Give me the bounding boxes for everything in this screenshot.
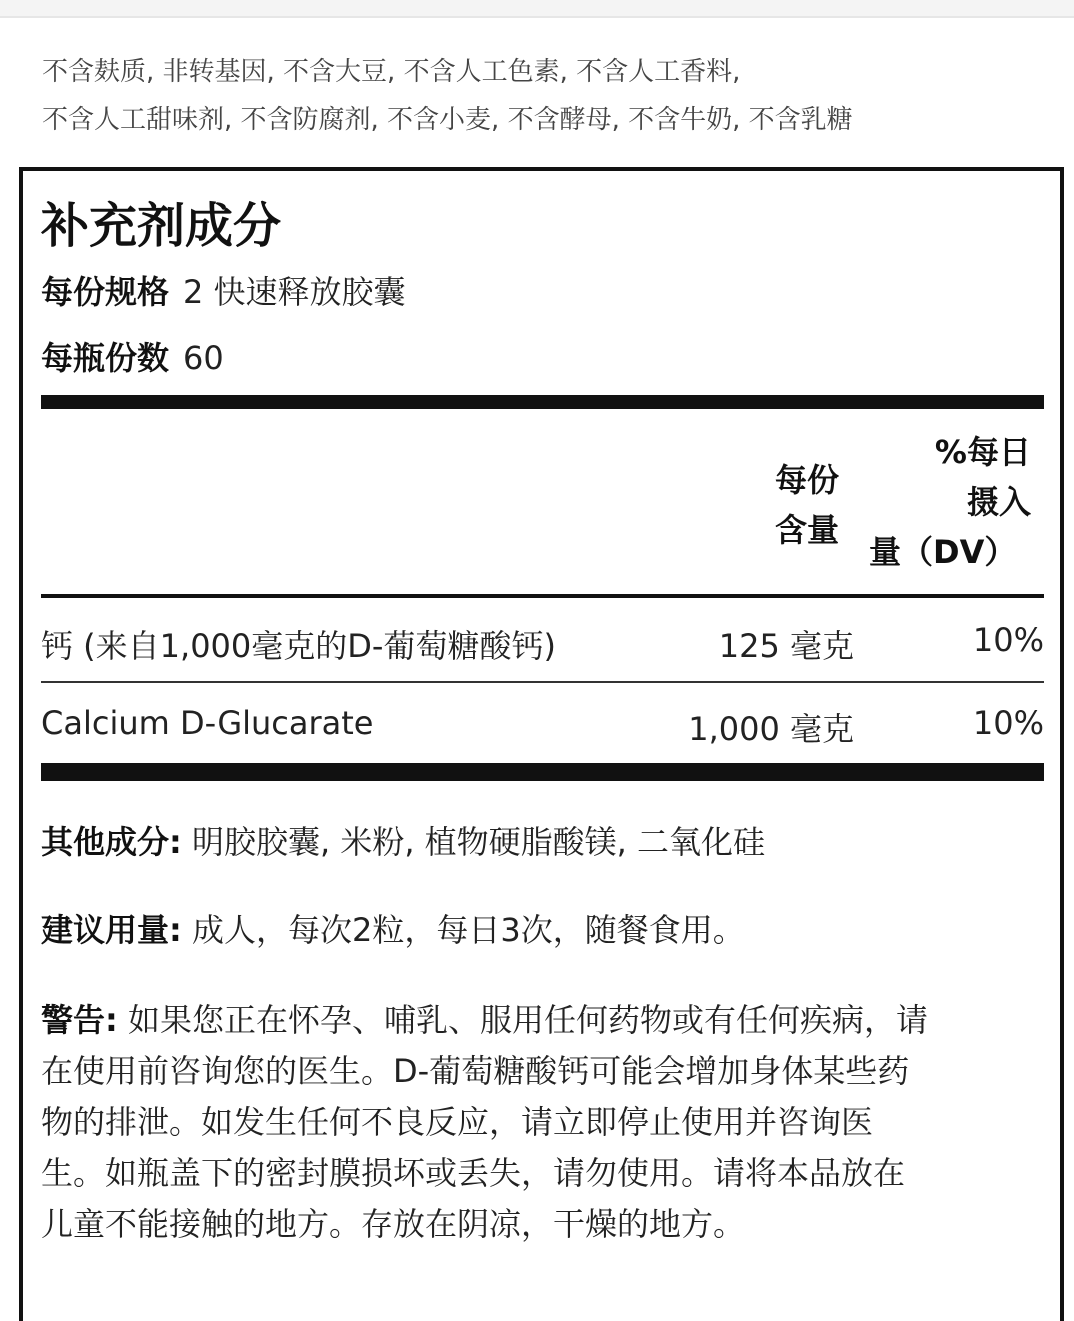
other-ingredients-text: 明胶胶囊, 米粉, 植物硬脂酸镁, 二氧化硅 — [181, 823, 766, 861]
warning-line-2: 在使用前咨询您的医生。D-葡萄糖酸钙可能会增加身体某些药 — [41, 1052, 910, 1090]
warning-line-4: 生。如瓶盖下的密封膜损坏或丢失，请勿使用。请将本品放在 — [41, 1154, 906, 1192]
other-ingredients — [41, 817, 1046, 863]
nutrient-dv: 10% — [972, 704, 1044, 742]
header-amount-line-1: 每份 — [774, 461, 839, 499]
header-amount-line-2: 含量 — [774, 511, 839, 549]
header-dv-line-2: 摄入 — [966, 483, 1031, 521]
free-from-list — [42, 48, 1042, 144]
servings-per-label: 每瓶份数 — [41, 339, 170, 377]
servings-per-container-row — [41, 333, 224, 379]
nutrient-amount: 125 毫克 — [718, 627, 854, 665]
suggested-use-label: 建议用量: — [41, 911, 182, 949]
warning-label: 警告: — [41, 1001, 118, 1039]
nutrient-row — [41, 694, 1044, 754]
thick-divider-bottom — [41, 763, 1044, 781]
panel-title: 补充剂成分 — [41, 198, 282, 254]
warning-line-1 — [41, 995, 1046, 1046]
header-dv-line-3: 量（DV） — [869, 533, 1017, 571]
warning — [41, 995, 1046, 1250]
header-dv-line-1: %每日 — [934, 433, 1031, 471]
nutrient-name: 钙 (来自1,000毫克的D-葡萄糖酸钙) — [41, 627, 556, 665]
serving-size-label: 每份规格 — [41, 273, 170, 311]
servings-per-value: 60 — [183, 339, 224, 377]
row-divider — [41, 681, 1044, 683]
nutrient-row — [41, 611, 1044, 671]
other-ingredients-label: 其他成分: — [41, 823, 182, 861]
supplement-facts-panel — [19, 167, 1064, 1321]
top-divider — [0, 0, 1074, 18]
header-amount-per-serving — [767, 455, 847, 555]
suggested-use — [41, 905, 1046, 951]
warning-line-3: 物的排泄。如发生任何不良反应，请立即停止使用并咨询医 — [41, 1103, 874, 1141]
warning-line-5: 儿童不能接触的地方。存放在阴凉，干燥的地方。 — [41, 1205, 746, 1243]
nutrient-dv: 10% — [972, 621, 1044, 659]
nutrient-name: Calcium D-Glucarate — [41, 704, 374, 742]
suggested-use-text: 成人，每次2粒，每日3次，随餐食用。 — [181, 911, 745, 949]
warning-text-1: 如果您正在怀孕、哺乳、服用任何药物或有任何疾病，请 — [117, 1001, 928, 1039]
free-from-line-2: 不含人工甜味剂, 不含防腐剂, 不含小麦, 不含酵母, 不含牛奶, 不含乳糖 — [42, 105, 853, 135]
serving-size-row — [41, 267, 406, 313]
nutrient-amount: 1,000 毫克 — [688, 710, 854, 748]
header-divider — [41, 594, 1044, 598]
free-from-line-1: 不含麸质, 非转基因, 不含大豆, 不含人工色素, 不含人工香料, — [42, 57, 741, 87]
serving-size-value: 2 快速释放胶囊 — [183, 273, 406, 311]
thick-divider-top — [41, 395, 1044, 409]
header-daily-value — [869, 427, 1031, 577]
